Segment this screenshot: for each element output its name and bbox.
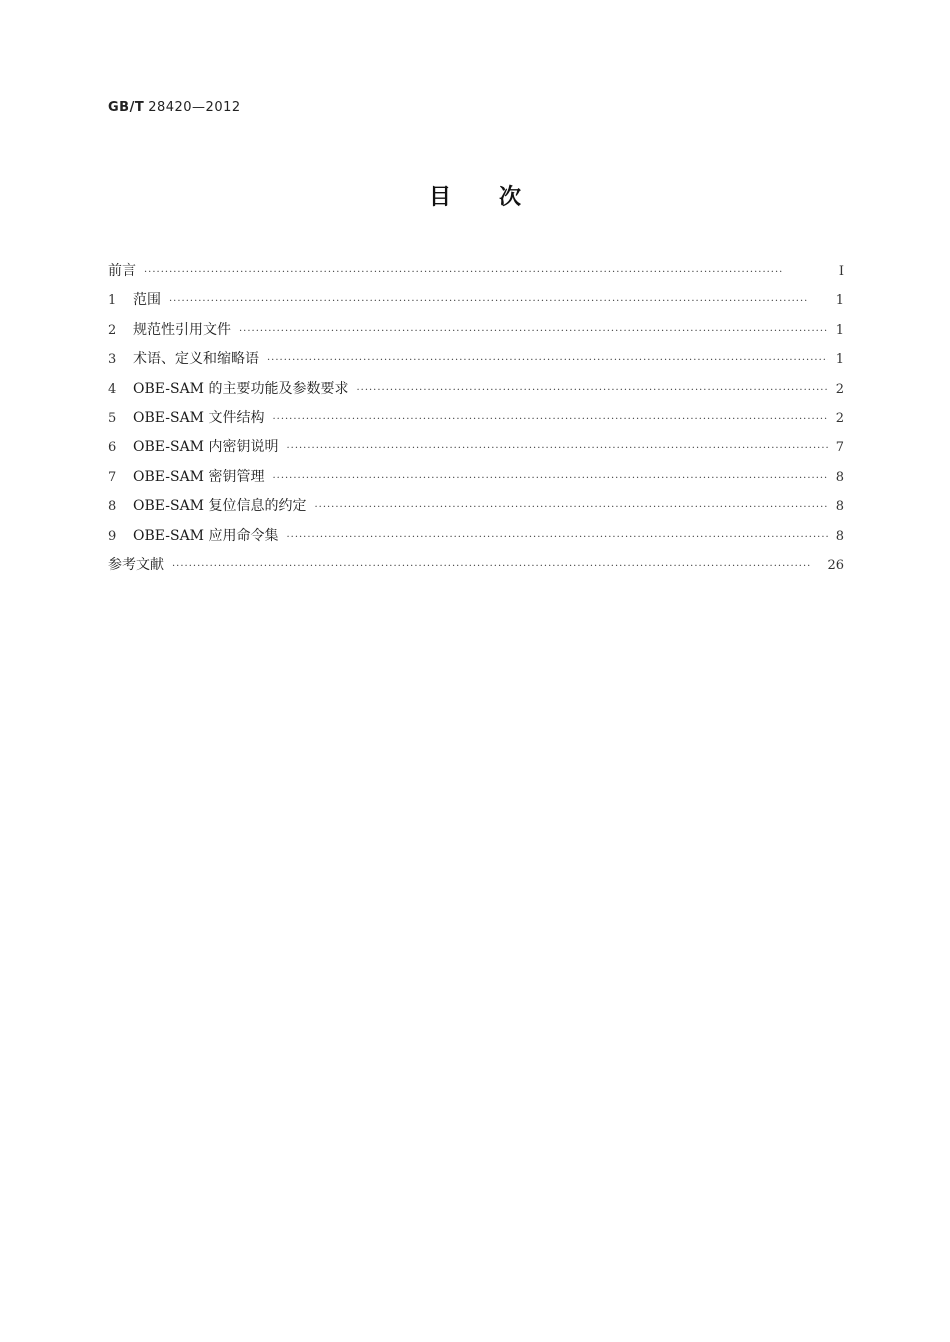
toc-dot-leader (144, 258, 828, 286)
toc-entry-text: 规范性引用文件 (133, 321, 231, 338)
toc-dot-leader (286, 523, 828, 551)
standard-code (108, 100, 241, 115)
toc-entry-9[interactable] (108, 522, 844, 551)
toc-entry-number: 3 (108, 352, 117, 368)
toc-entry-text: OBE-SAM 密钥管理 (133, 468, 265, 485)
toc-entry-text: 范围 (133, 292, 161, 309)
toc-entry-text: OBE-SAM 复位信息的约定 (133, 498, 307, 515)
toc-entry-page: 1 (835, 352, 844, 368)
toc-entry-number: 4 (108, 381, 117, 397)
standard-prefix: GB/T (108, 100, 145, 115)
toc-entry-page: 26 (827, 557, 844, 573)
toc-dot-leader (314, 493, 828, 521)
toc-entry-number: 5 (108, 410, 117, 426)
toc-entry-number: 1 (108, 293, 117, 309)
toc-entry-page: 8 (835, 469, 844, 485)
toc-entry-number: 2 (108, 322, 117, 338)
toc-entry-page: 2 (835, 410, 844, 426)
toc-entry-bibliography[interactable] (108, 551, 844, 580)
toc-entry-number: 6 (108, 440, 117, 456)
toc-entry-5[interactable] (108, 404, 844, 433)
toc-dot-leader (239, 317, 828, 345)
toc-entry-foreword[interactable] (108, 257, 844, 286)
toc-entry-page: Ⅰ (838, 264, 844, 279)
toc-entry-3[interactable] (108, 345, 844, 374)
toc-entry-8[interactable] (108, 492, 844, 521)
toc-title: 目次 (428, 185, 569, 210)
toc-entry-text: OBE-SAM 内密钥说明 (133, 439, 279, 456)
toc-dot-leader (172, 552, 821, 580)
toc-entry-page: 8 (835, 499, 844, 515)
toc-entry-page: 1 (835, 322, 844, 338)
toc-entry-4[interactable] (108, 375, 844, 404)
toc-entry-number: 9 (108, 528, 117, 544)
toc-entry-6[interactable] (108, 433, 844, 462)
toc-entry-page: 8 (835, 528, 844, 544)
toc-entry-7[interactable] (108, 463, 844, 492)
toc-entry-text: OBE-SAM 的主要功能及参数要求 (133, 380, 349, 397)
toc-dot-leader (272, 464, 828, 492)
toc-entry-2[interactable] (108, 316, 844, 345)
toc-entry-1[interactable] (108, 286, 844, 315)
toc-dot-leader (286, 434, 828, 462)
toc-dot-leader (356, 376, 828, 404)
toc-entry-text: OBE-SAM 文件结构 (133, 409, 265, 426)
toc-dot-leader (272, 405, 828, 433)
toc-dot-leader (267, 346, 828, 374)
toc-entry-text: 前言 (108, 263, 136, 279)
toc-entry-page: 7 (835, 440, 844, 456)
standard-number: 28420—2012 (148, 100, 241, 115)
toc-entry-page: 2 (835, 381, 844, 397)
toc-dot-leader (169, 287, 828, 315)
toc-entry-text: 参考文献 (108, 556, 164, 573)
table-of-contents (108, 257, 844, 580)
toc-entry-page: 1 (835, 293, 844, 309)
toc-entry-number: 8 (108, 499, 117, 515)
toc-entry-number: 7 (108, 469, 117, 485)
toc-entry-text: 术语、定义和缩略语 (133, 351, 259, 368)
toc-entry-text: OBE-SAM 应用命令集 (133, 527, 279, 544)
